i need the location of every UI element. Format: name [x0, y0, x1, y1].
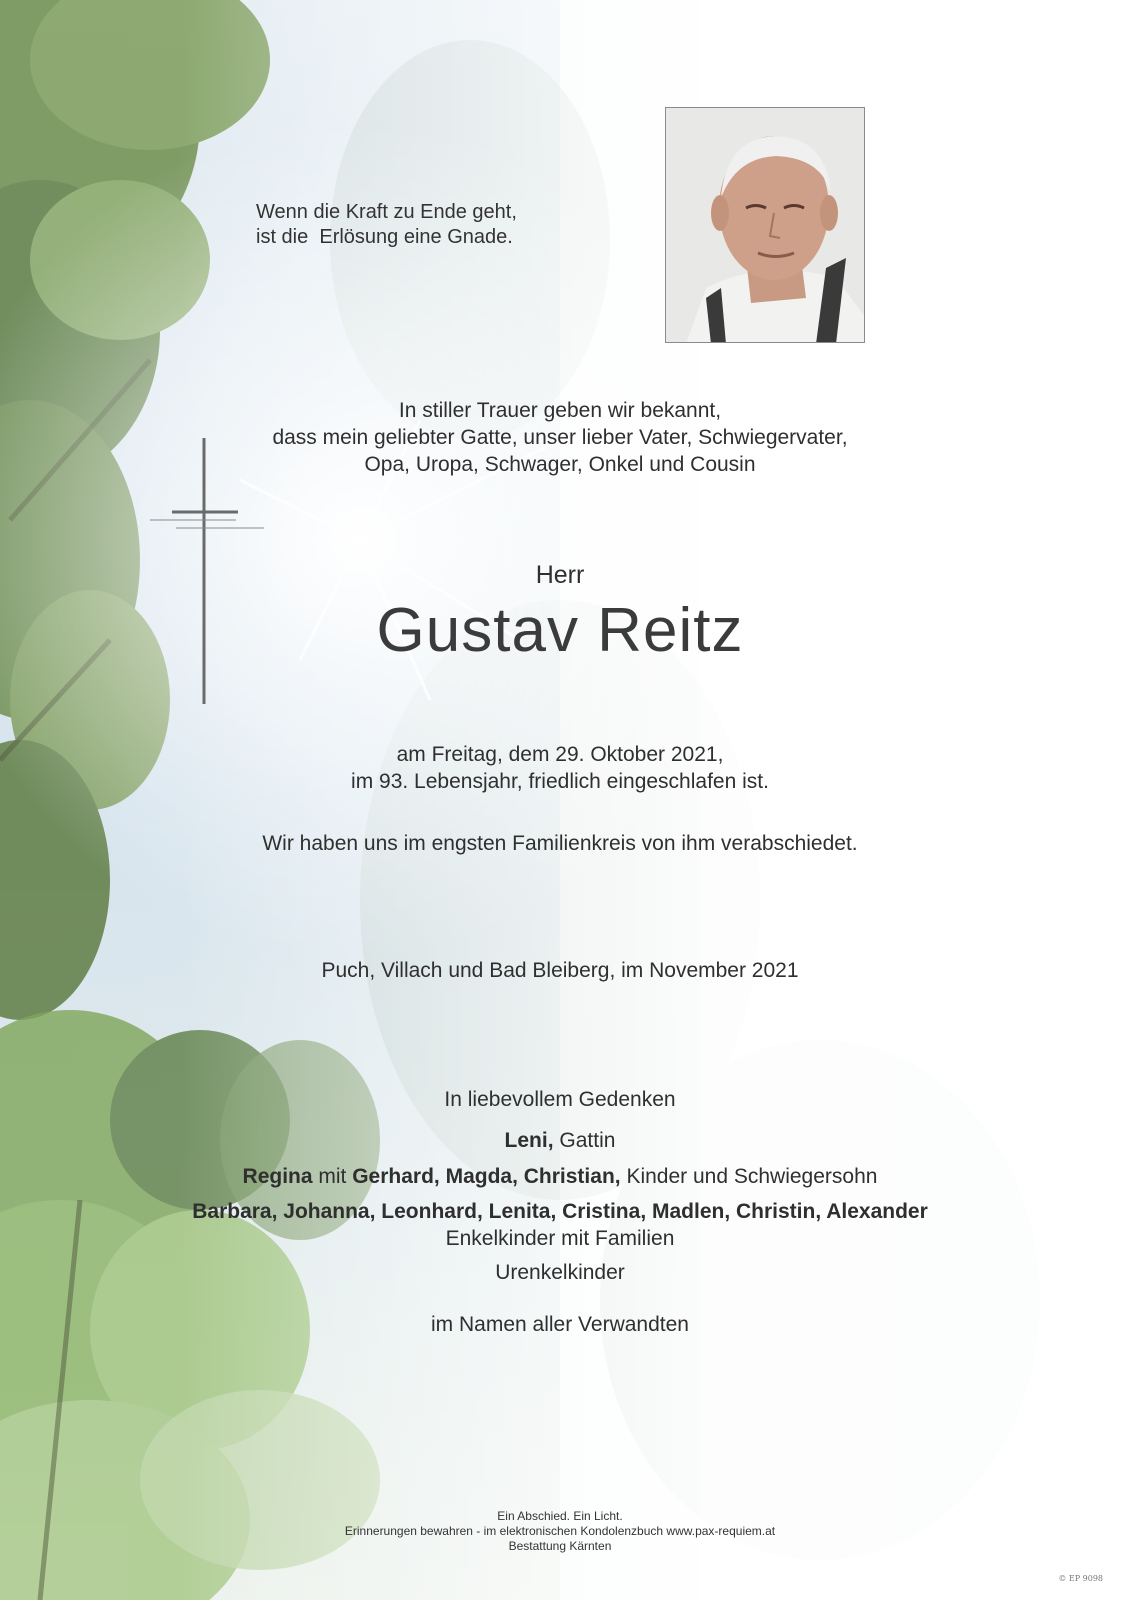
child-name: Regina: [242, 1165, 313, 1188]
spouse-role: Gattin: [553, 1129, 616, 1152]
salutation: Herr: [535, 561, 585, 589]
print-code: © EP 9098: [1058, 1574, 1103, 1583]
place-date: Puch, Villach und Bad Bleiberg, im November 2021: [321, 959, 799, 982]
children-names: Gerhard, Magda, Christian,: [352, 1165, 621, 1188]
mourners-intro: In liebevollem Gedenken: [444, 1088, 676, 1111]
mourner-spouse: [0, 1127, 1120, 1154]
motto: [256, 200, 576, 250]
grandchildren-role: Enkelkinder mit Familien: [445, 1227, 675, 1250]
announcement-line-3: Opa, Uropa, Schwager, Onkel und Cousin: [364, 453, 756, 476]
mourner-grandchildren: [0, 1198, 1120, 1252]
death-line-1: am Freitag, dem 29. Oktober 2021,: [396, 743, 724, 766]
motto-line-1: Wenn die Kraft zu Ende geht,: [256, 201, 517, 223]
farewell-text: Wir haben uns im engsten Familienkreis von ihm verabschiedet.: [262, 832, 858, 855]
footer: [0, 1509, 1120, 1554]
announcement-line-1: In stiller Trauer geben wir bekannt,: [398, 399, 722, 422]
mourner-children: [0, 1163, 1120, 1190]
mourners-closing: im Namen aller Verwandten: [431, 1313, 689, 1336]
deceased-name: Gustav Reitz: [376, 596, 744, 665]
announcement: [0, 397, 1120, 478]
grandchildren-names: Barbara, Johanna, Leonhard, Lenita, Cristina, Madlen, Christin, Alexander: [192, 1200, 928, 1223]
children-sep: mit: [312, 1165, 353, 1188]
footer-line-2: Erinnerungen bewahren - im elektronischen Kondolenzbuch www.pax-requiem.at: [344, 1524, 776, 1538]
death-line-2: im 93. Lebensjahr, friedlich eingeschlafen ist.: [351, 770, 769, 793]
footer-line-3: Bestattung Kärnten: [508, 1539, 612, 1553]
announcement-line-2: dass mein geliebter Gatte, unser lieber Vater, Schwiegervater,: [272, 426, 848, 449]
footer-line-1: Ein Abschied. Ein Licht.: [497, 1509, 623, 1523]
motto-line-2: ist die Erlösung eine Gnade.: [256, 226, 513, 248]
great-grandchildren: Urenkelkinder: [495, 1261, 625, 1284]
death-details: [0, 741, 1120, 795]
portrait-photo: [665, 107, 865, 343]
children-role: Kinder und Schwiegersohn: [620, 1165, 878, 1188]
portrait-illustration: [666, 108, 865, 343]
spouse-name: Leni,: [504, 1129, 554, 1152]
